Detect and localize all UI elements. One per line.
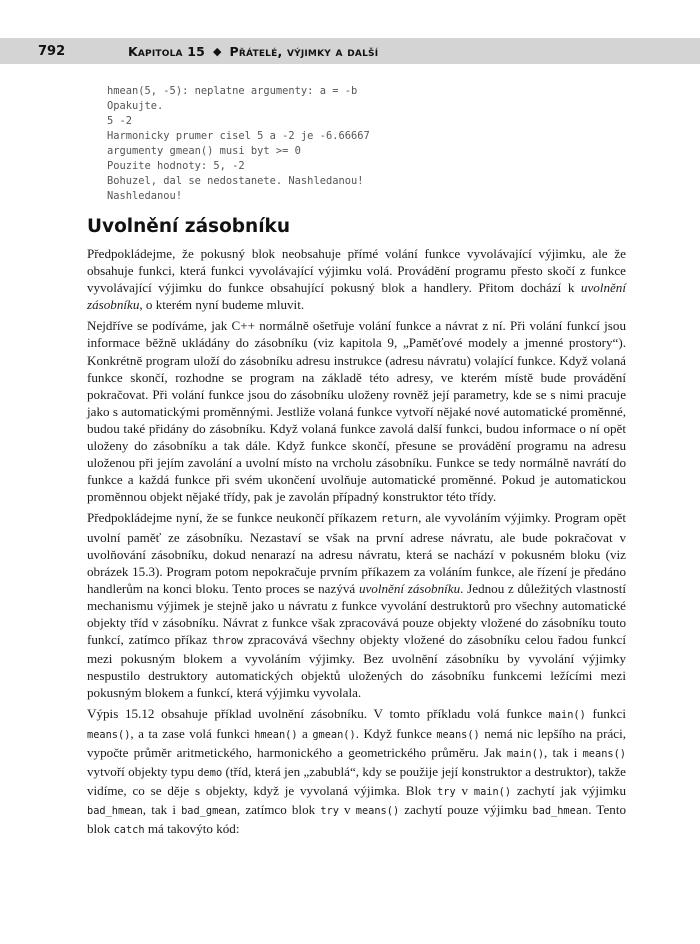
inline-code: means() [582,747,626,760]
code-line: argumenty gmean() musi byt >= 0 [107,145,301,157]
text-run: , tak i [544,744,583,760]
text-run: zpracovává všechny objekty vložené do zásobníku celou řadou funkcí mezi pokusným blokem a vyvoláním výjimky. Bez uvolnění zásobníku by vyvolání výjimky nespustilo destruktory automatických objektů uložených do zásobníku funkcemi ležícími mezi pokusným blokem a funkcí, která výjimku vyvolala. [87,632,627,701]
chapter-label: Kapitola 15 [128,43,206,59]
text-run: nemá nic lepšího na práci, vypočte průměr aritmetického, harmonického a geometrického průměru. Jak [87,725,626,760]
text-run: zachytí jak výjimku [511,782,626,798]
diamond-icon: ◆ [213,44,222,58]
page-number: 792 [38,43,66,59]
inline-code: catch [113,824,145,836]
code-line: Bohuzel, dal se nedostanete. Nashledanou! [107,175,364,187]
inline-code: return [380,513,419,526]
inline-code: means() [355,804,400,817]
text-run: , a ta zase volá funkci [130,725,255,741]
body-text [87,245,626,843]
inline-code: main() [473,785,512,798]
text-run: Výpis 15.12 obsahuje příklad uvolnění zásobníku. V tomto příkladu volá funkce [87,706,549,722]
inline-code: try [437,785,456,798]
code-line: hmean(5, -5): neplatne argumenty: a = -b [107,85,358,97]
code-output-listing [107,84,647,204]
code-line: Opakujte. [107,100,164,112]
code-line: Harmonicky prumer cisel 5 a -2 je -6.66667 [107,130,370,142]
paragraph [87,509,626,701]
text-run: Předpokládejme nyní, že se funkce neukončí příkazem [87,510,381,526]
section-heading: Uvolnění zásobníku [87,216,291,237]
running-header [0,38,700,64]
text-run: Nejdříve se podíváme, jak C++ normálně ošetřuje volání funkce a návrat z ní. Při volání funkcí jsou informace běžně ukládány do zásobníku (viz kapitola 9, „Paměťové modely a jmenné prostory“). Konkrétně program uloží do zásobníku adresu instrukce (adresu návratu) volající funkce. Když volaná funkce skončí, rozhodne se program na základě této adresy, ve kterém místě bude provádění pokračovat. Při volání funkce jsou do zásobníku uloženy rovněž její parametry, kde se s nimi pracuje jako s automatickými proměnnými. Jestliže volaná funkce vytvoří nějaké nové automatické proměnné, budou také přidány do zásobníku. Když volaná funkce zavolá další funkci, budou informace o ní opět uloženy do zásobníku a tak dále. Když funkce skončí, přesune se provádění programu na adresu uloženou při jejím zavolání a uvolní místo na vrcholu zásobníku. Funkce se tedy normálně navrátí do funkce a každá funkce při svém ukončení uvolňuje automatické proměnné. Pokud je automatickou proměnnou objekt nějaké třídy, pak je zavolán případný konstruktor této třídy. [87,318,626,505]
inline-code: main() [548,709,586,722]
emphasis-term: uvolnění zásobníku [87,280,626,313]
text-run: v [455,782,474,798]
code-line: 5 -2 [107,115,133,127]
text-run: vytvoří objekty typu [87,763,198,779]
text-run: , ale vyvoláním výjimky. Program opět uvolní paměť ze zásobníku. Nezastaví se však na první adrese návratu, ale bude pokračovat v uvolňování zásobníku, dokud nenarazí na adresu návratu, která se nachází v pokusném bloku (viz obrázek 15.3). Program potom nepokračuje prvním příkazem za voláním funkce, ale řízení je předáno handlerům na konci bloku. Tento proces se nazývá [87,510,626,596]
text-run: . Jednou z důležitých vlastností mechanismu výjimek je stejně jako u návratu z funkce vyvolání destruktorů pro všechny automatické objekty tříd v zásobníku. Návrat z funkce však zpracovává pouze objekty vložené do zásobníku touto funkcí, zatímco příkaz [87,580,626,648]
inline-code: means() [87,728,131,741]
text-run: . Když funkce [355,725,437,741]
text-run: (tříd, která jen „zabublá“, kdy se použije její konstruktor a destruktor), takže vidíme, co se děje s objekty, když je vyvolaná výjimka. Blok [87,763,626,798]
inline-code: gmean() [312,728,356,741]
text-run: a [297,725,313,741]
text-run: . Tento blok [87,801,627,836]
text-run: , o kterém nyní budeme mluvit. [139,297,305,313]
text-run: Předpokládejme, že pokusný blok neobsahuje přímé volání funkce vyvolávající výjimku, ale že obsahuje funkci, která funkci vyvolávající výjimku volá. Provádění programu přesto skočí z funkce vyvolávající výjimku do funkce obsahující pokusný blok a handlery. Přitom dochází k [87,246,626,296]
paragraph [87,705,626,839]
code-line: Pouzite hodnoty: 5, -2 [107,160,245,172]
text-run: , tak i [142,801,182,817]
inline-code: hmean() [254,728,298,741]
inline-code: main() [506,747,545,760]
inline-code: demo [197,766,223,779]
paragraph [87,245,626,313]
inline-code: means() [436,728,480,741]
inline-code: throw [212,635,244,648]
chapter-title: Přátelé, výjimky a další [229,43,379,59]
text-run: , zatímco blok [236,801,321,817]
emphasis-term: uvolnění zásobníku [358,580,461,596]
text-run: v [338,801,356,817]
text-run: zachytí pouze výjimku [399,801,533,817]
text-run: má takovýto kód: [144,821,240,836]
text-run: funkci [585,706,626,722]
inline-code: bad_gmean [181,804,237,817]
inline-code: try [320,804,339,817]
inline-code: bad_hmean [532,804,589,817]
paragraph [87,317,626,505]
inline-code: bad_hmean [87,804,143,817]
code-line: Nashledanou! [107,190,183,202]
